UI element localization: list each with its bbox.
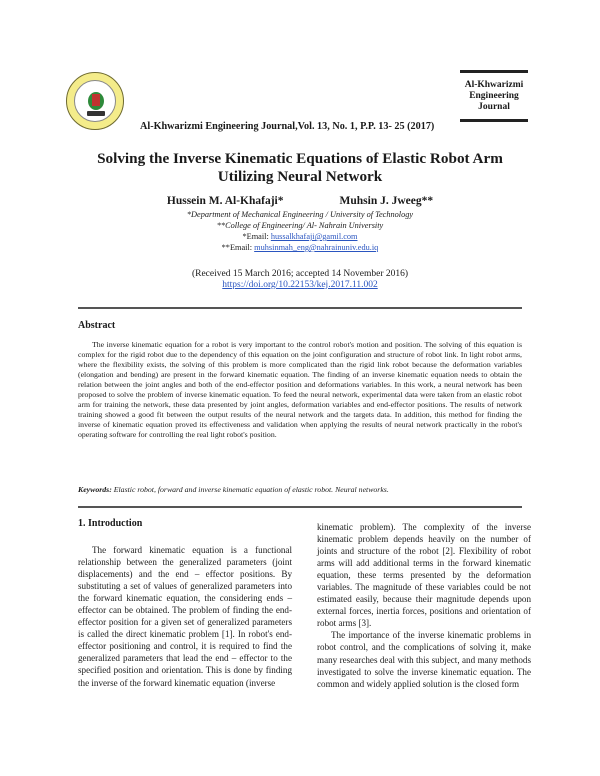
abstract-heading: Abstract [78, 320, 116, 331]
author-1: Hussein M. Al-Khafaji* [166, 195, 284, 207]
email-1-label: *Email: [242, 232, 271, 241]
title-line-1: Solving the Inverse Kinematic Equations of Elastic Robot Arm [97, 150, 503, 167]
doi [0, 280, 600, 290]
author-2: Muhsin J. Jweeg** [339, 195, 434, 207]
badge-line-1: Al-Khwarizmi [464, 80, 524, 90]
keywords-text: Elastic robot, forward and inverse kinematic equation of elastic robot. Neural networks. [111, 485, 389, 494]
title-line-2: Utilizing Neural Network [217, 168, 383, 185]
logo-inner-ring [74, 80, 116, 122]
email-1 [0, 232, 600, 241]
intro-right-paragraph-2: The importance of the inverse kinematic problems in robot control, and the complications of solving it, make many researches deal with this subject, and many methods investigated to solve the inverse kinematic equation. The common and widely applied solution is the closed form [317, 630, 531, 689]
introduction-heading: 1. Introduction [78, 518, 143, 529]
affiliation-1: *Department of Mechanical Engineering / University of Technology [186, 210, 414, 219]
badge-top-rule [460, 70, 528, 73]
journal-badge [459, 70, 529, 122]
journal-citation: Al-Khwarizmi Engineering Journal,Vol. 13, No. 1, P.P. 13- 25 (2017) [140, 121, 435, 132]
doi-link[interactable]: https://doi.org/10.22153/kej.2017.11.002 [222, 280, 378, 290]
email-1-link[interactable]: hussalkhafaji@gamil.com [270, 232, 358, 241]
intro-left-column [78, 544, 292, 689]
logo-building [92, 94, 100, 106]
email-2 [0, 243, 600, 252]
badge-bottom-rule [460, 119, 528, 122]
email-2-link[interactable]: muhsinmah_eng@nahrainuniv.edu.iq [254, 243, 379, 252]
abstract-body [78, 340, 522, 440]
badge-line-3: Journal [478, 102, 510, 112]
email-2-label: **Email: [221, 243, 255, 252]
abstract-text: The inverse kinematic equation for a robot is very important to the control robot's motion and position. The solving of this equation is complex for the rigid robot due to the dependency of this equation on the joint configuration and structure of robot link. In light robot arms, where the flexibility exists, the solving of this problem is more complicated than the rigid link robot because the deformation variables (elongation and bending) are present in the forward kinematic equation. The finding of an inverse kinematic equation needs to obtain the relation between the joint angles and both of the end-effector position and deformations variables. In this work, a neural network has been proposed to solve the problem of inverse kinematic equation. To feed the neural network, experimental data were taken from an elastic robot arm for training the network, these data presented by joint angles, deformation variables and end-effector positions. The results of network training showed a good fit between the output results of the neural network and the targets data. In addition, this method for finding the inverse of kinematic equation proved its effectiveness and validation when applying the results of neural network practically in the robot's operating software for controlling the real light robot's position. [78, 340, 522, 440]
intro-left-paragraph: The forward kinematic equation is a functional relationship between the generalized parameters (joint displacements) and the end – effector positions. By substituting a set of values of generalized parameters into the forward kinematic equation, the considering ends – effector can be obtained. The problem of finding the end-effector position for a given set of generalized parameters is called the direct kinematic problem [1]. In robot's end-effector positioning and control, it is required to find the generalized parameters that lead the end – effector to the specified position and orientation. This is done by finding the inverse of the forward kinematic equation (inverse [78, 545, 292, 688]
affiliation-2: **College of Engineering/ Al- Nahrain University [216, 221, 384, 230]
badge-name [459, 80, 529, 113]
logo-banner [87, 111, 105, 116]
abstract-top-divider [78, 307, 522, 309]
received-dates: (Received 15 March 2016; accepted 14 November 2016) [191, 269, 409, 279]
paper-title [0, 150, 600, 186]
intro-top-divider [78, 506, 522, 508]
author-list [0, 195, 600, 207]
intro-right-paragraph-1: kinematic problem). The complexity of the inverse kinematic problem depends heavily on the number of joints and structure of the robot [2]. Flexibility of robot arms will add additional terms in the forward kinematic equation, these terms presented by the deformation variables. The magnitude of these variables could be not estimated easily, because their magnitude depends upon external forces, inertia forces, positions and orientation of robot arms [3]. [317, 522, 531, 629]
badge-line-2: Engineering [469, 91, 519, 101]
university-seal-logo-icon [66, 72, 124, 130]
keywords [78, 485, 522, 494]
intro-right-column [317, 521, 531, 690]
keywords-label: Keywords: [78, 485, 112, 494]
